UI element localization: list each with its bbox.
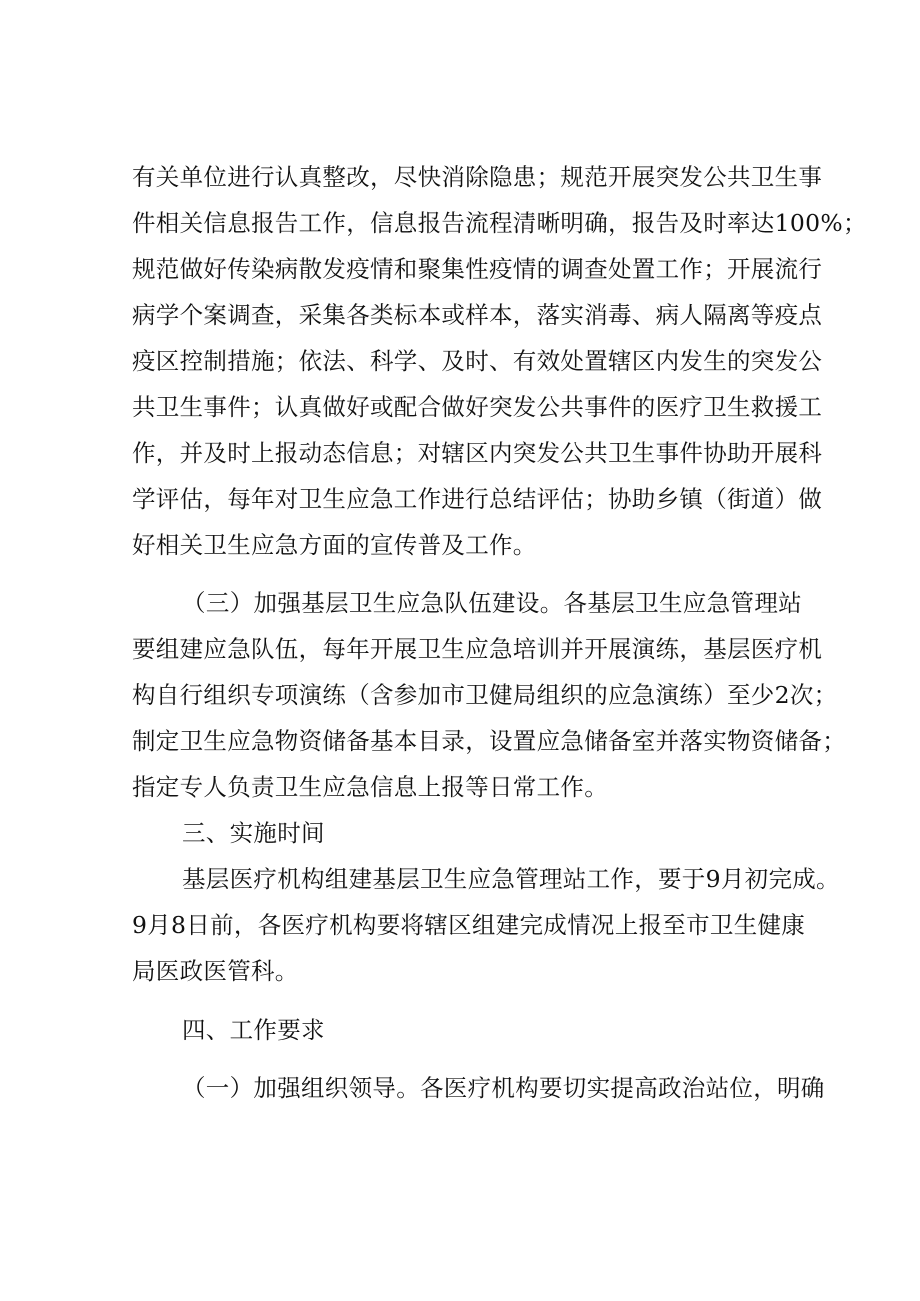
body-line-13: 制定卫生应急物资储备基本目录，设置应急储备室并落实物资储备； bbox=[132, 727, 846, 755]
body-line-18: 局医政医管科。 bbox=[132, 957, 299, 985]
body-line-11: 要组建应急队伍，每年开展卫生应急培训并开展演练，基层医疗机 bbox=[132, 635, 823, 663]
body-line-7: 作，并及时上报动态信息；对辖区内突发公共卫生事件协助开展科 bbox=[132, 439, 823, 467]
body-line-12: 构自行组织专项演练（含参加市卫健局组织的应急演练）至少2次； bbox=[132, 681, 838, 709]
heading-work-requirements: 四、工作要求 bbox=[182, 1016, 325, 1044]
body-line-14: 指定专人负责卫生应急信息上报等日常工作。 bbox=[132, 773, 608, 801]
heading-implementation-time: 三、实施时间 bbox=[182, 819, 325, 847]
body-line-6: 共卫生事件；认真做好或配合做好突发公共事件的医疗卫生救援工 bbox=[132, 393, 823, 421]
body-line-1: 有关单位进行认真整改，尽快消除隐患；规范开展突发公共卫生事 bbox=[132, 163, 823, 191]
body-line-2: 件相关信息报告工作，信息报告流程清晰明确，报告及时率达100%； bbox=[132, 209, 867, 237]
body-line-4: 病学个案调查，采集各类标本或样本，落实消毒、病人隔离等疫点 bbox=[132, 301, 823, 329]
body-line-8: 学评估，每年对卫生应急工作进行总结评估；协助乡镇（街道）做 bbox=[132, 485, 823, 513]
section-three-paragraph-start: （三）加强基层卫生应急队伍建设。各基层卫生应急管理站 bbox=[182, 589, 802, 617]
body-line-3: 规范做好传染病散发疫情和聚集性疫情的调查处置工作；开展流行 bbox=[132, 255, 823, 283]
body-line-17: 9月8日前，各医疗机构要将辖区组建完成情况上报至市卫生健康 bbox=[132, 911, 806, 939]
body-line-9: 好相关卫生应急方面的宣传普及工作。 bbox=[132, 531, 537, 559]
implementation-paragraph-start: 基层医疗机构组建基层卫生应急管理站工作，要于9月初完成。 bbox=[182, 865, 840, 893]
requirements-paragraph-start: （一）加强组织领导。各医疗机构要切实提高政治站位，明确 bbox=[182, 1074, 825, 1102]
body-line-5: 疫区控制措施；依法、科学、及时、有效处置辖区内发生的突发公 bbox=[132, 347, 823, 375]
